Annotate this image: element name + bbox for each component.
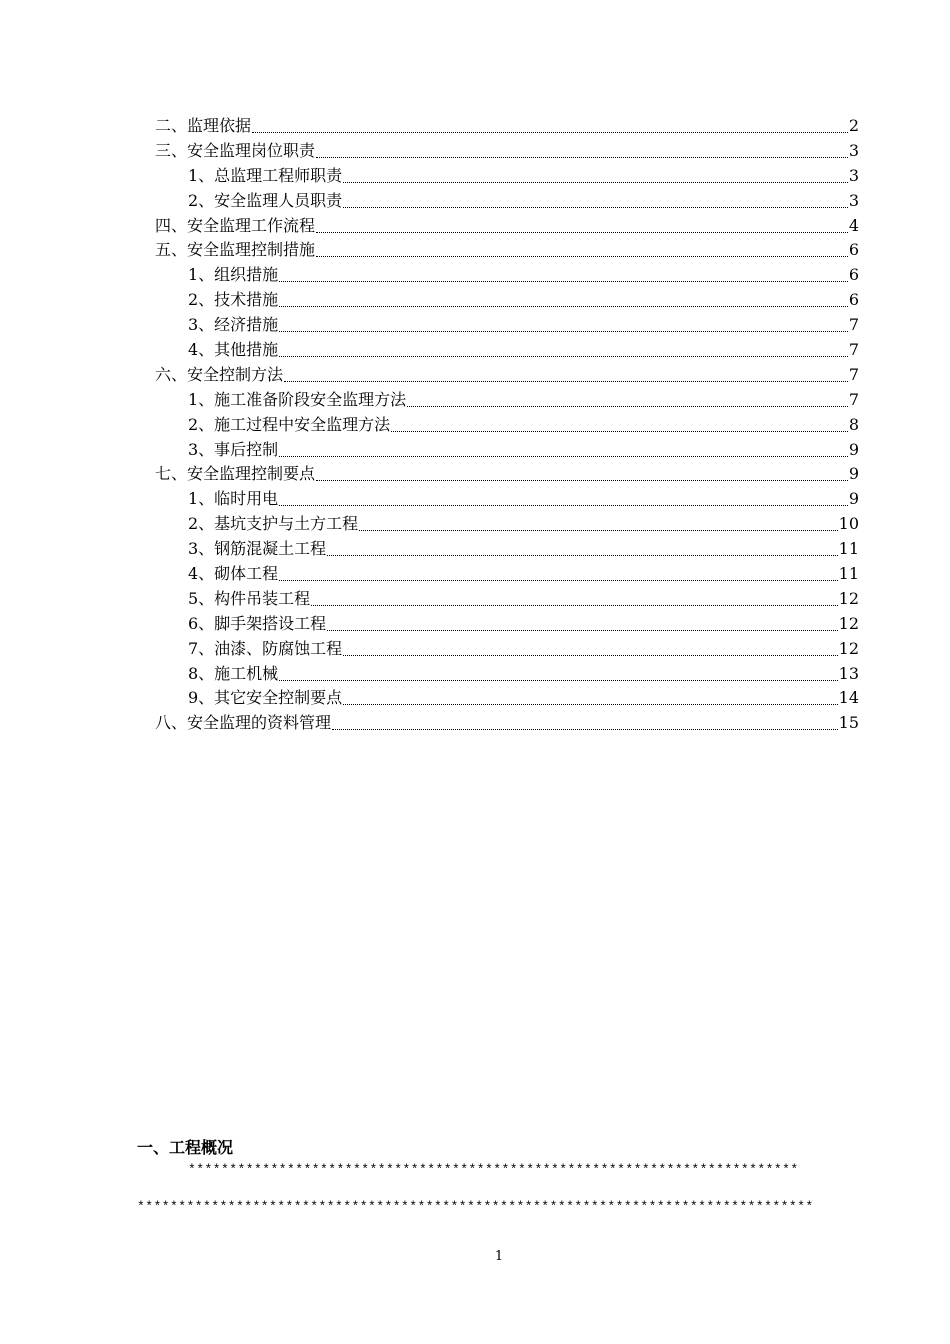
toc-entry[interactable]	[0, 462, 950, 487]
toc-entry-page: 2	[848, 116, 859, 135]
toc-entry-page: 11	[838, 564, 859, 584]
toc-entry-label: 六、安全控制方法	[155, 364, 284, 384]
toc-entry[interactable]	[0, 413, 950, 438]
toc-entry-page: 15	[838, 713, 859, 733]
toc-dot-leader	[279, 680, 837, 681]
toc-entry-label: 二、监理依据	[155, 116, 252, 135]
page-number: 1	[494, 1249, 504, 1264]
toc-entry-label: 2、技术措施	[188, 290, 279, 310]
toc-entry-label: 八、安全监理的资料管理	[155, 713, 332, 733]
toc-entry-label: 9、其它安全控制要点	[188, 688, 343, 708]
toc-dot-leader	[407, 406, 848, 407]
toc-entry-page: 13	[838, 663, 859, 683]
toc-dot-leader	[316, 157, 848, 158]
toc-dot-leader	[279, 281, 848, 282]
toc-entry-page: 3	[848, 190, 859, 210]
toc-entry-page: 7	[848, 389, 859, 409]
toc-entry-page: 7	[848, 340, 859, 360]
toc-dot-leader	[252, 132, 848, 133]
toc-entry-page: 6	[848, 265, 859, 285]
toc-entry[interactable]	[0, 438, 950, 463]
toc-entry-page: 8	[848, 414, 859, 434]
toc-entry-page: 12	[838, 588, 859, 608]
toc-entry-label: 四、安全监理工作流程	[155, 215, 316, 235]
toc-entry-label: 三、安全监理岗位职责	[155, 140, 316, 160]
toc-dot-leader	[279, 356, 848, 357]
toc-dot-leader	[316, 480, 848, 481]
toc-entry[interactable]	[0, 114, 950, 139]
section-heading: 一、工程概况	[137, 1138, 234, 1157]
toc-entry-page: 7	[848, 364, 859, 384]
toc-entry-label: 2、基坑支护与土方工程	[188, 514, 359, 534]
toc-dot-leader	[332, 729, 838, 730]
toc-entry[interactable]	[0, 313, 950, 338]
toc-entry[interactable]	[0, 711, 950, 736]
toc-entry-page: 9	[848, 439, 859, 459]
toc-entry-page: 9	[848, 464, 859, 484]
toc-entry[interactable]	[0, 612, 950, 637]
toc-dot-leader	[311, 605, 837, 606]
toc-entry[interactable]	[0, 388, 950, 413]
toc-entry[interactable]	[0, 487, 950, 512]
toc-entry[interactable]	[0, 662, 950, 687]
toc-entry-label: 2、安全监理人员职责	[188, 190, 343, 210]
toc-dot-leader	[343, 655, 837, 656]
toc-entry-label: 1、临时用电	[188, 489, 279, 509]
toc-entry-label: 1、施工准备阶段安全监理方法	[188, 389, 407, 409]
toc-dot-leader	[327, 555, 837, 556]
toc-entry-page: 12	[838, 638, 859, 658]
toc-dot-leader	[316, 256, 848, 257]
toc-entry-page: 6	[848, 290, 859, 310]
masked-text-line: **************************************************************************	[188, 1162, 799, 1177]
toc-entry-label: 3、经济措施	[188, 315, 279, 335]
toc-entry-page: 6	[848, 240, 859, 260]
toc-entry[interactable]	[0, 537, 950, 562]
toc-dot-leader	[343, 704, 837, 705]
toc-entry-label: 4、砌体工程	[188, 564, 279, 584]
toc-entry-page: 3	[848, 140, 859, 160]
toc-entry-label: 五、安全监理控制措施	[155, 240, 316, 260]
toc-dot-leader	[279, 456, 848, 457]
toc-entry-label: 七、安全监理控制要点	[155, 464, 316, 484]
toc-entry-label: 5、构件吊装工程	[188, 588, 311, 608]
toc-entry[interactable]	[0, 637, 950, 662]
toc-dot-leader	[279, 580, 837, 581]
toc-entry[interactable]	[0, 164, 950, 189]
toc-entry[interactable]	[0, 288, 950, 313]
toc-entry[interactable]	[0, 238, 950, 263]
toc-dot-leader	[316, 232, 848, 233]
toc-dot-leader	[279, 331, 848, 332]
toc-entry-page: 10	[838, 514, 859, 534]
toc-dot-leader	[327, 630, 837, 631]
toc-entry[interactable]	[0, 686, 950, 711]
toc-entry-page: 11	[838, 539, 859, 559]
toc-entry-label: 1、总监理工程师职责	[188, 165, 343, 185]
toc-entry-page: 3	[848, 165, 859, 185]
toc-dot-leader	[343, 182, 848, 183]
toc-entry[interactable]	[0, 139, 950, 164]
toc-entry-label: 1、组织措施	[188, 265, 279, 285]
toc-dot-leader	[359, 530, 837, 531]
toc-entry-label: 4、其他措施	[188, 340, 279, 360]
toc-entry-page: 12	[838, 613, 859, 633]
toc-dot-leader	[391, 431, 848, 432]
toc-entry-label: 7、油漆、防腐蚀工程	[188, 638, 343, 658]
toc-entry-page: 4	[848, 215, 859, 235]
toc-entry[interactable]	[0, 189, 950, 214]
toc-entry[interactable]	[0, 562, 950, 587]
toc-entry[interactable]	[0, 363, 950, 388]
table-of-contents	[0, 114, 950, 736]
toc-entry[interactable]	[0, 214, 950, 239]
toc-entry-label: 6、脚手架搭设工程	[188, 613, 327, 633]
toc-dot-leader	[279, 306, 848, 307]
toc-entry-page: 9	[848, 489, 859, 509]
toc-entry-label: 3、钢筋混凝土工程	[188, 539, 327, 559]
toc-entry[interactable]	[0, 587, 950, 612]
toc-dot-leader	[279, 505, 848, 506]
toc-dot-leader	[343, 207, 848, 208]
toc-entry-label: 3、事后控制	[188, 439, 279, 459]
toc-entry-label: 8、施工机械	[188, 663, 279, 683]
toc-entry-page: 14	[838, 688, 859, 708]
toc-entry-page: 7	[848, 315, 859, 335]
toc-entry[interactable]	[0, 338, 950, 363]
toc-entry[interactable]	[0, 512, 950, 537]
toc-entry-label: 2、施工过程中安全监理方法	[188, 414, 391, 434]
toc-dot-leader	[284, 381, 848, 382]
masked-text-line: **********************************************************************************	[137, 1199, 814, 1214]
toc-entry[interactable]	[0, 263, 950, 288]
